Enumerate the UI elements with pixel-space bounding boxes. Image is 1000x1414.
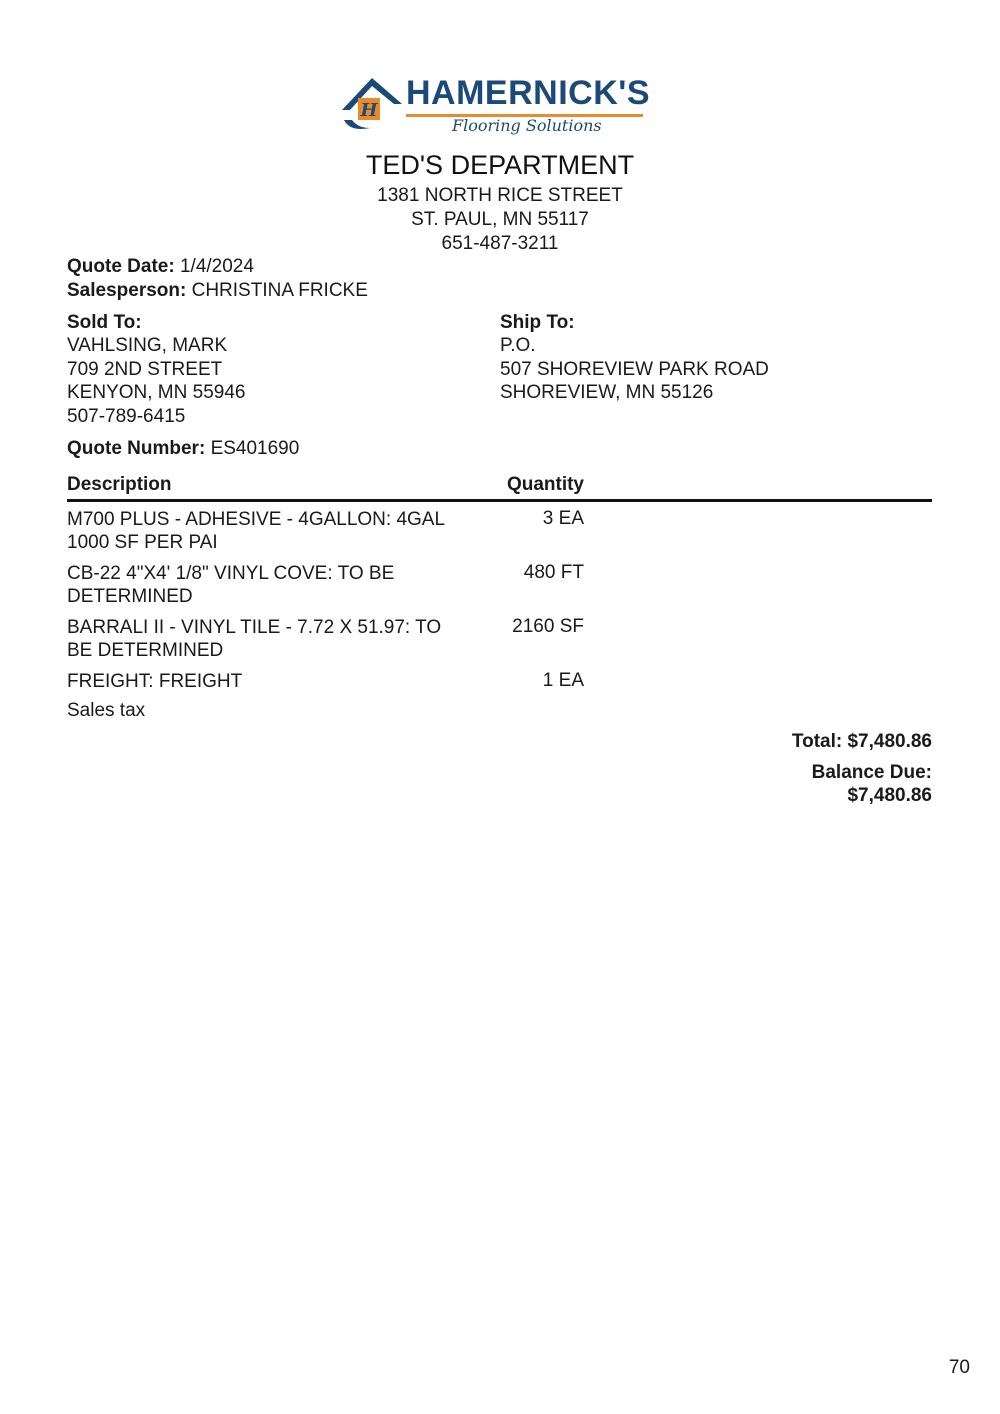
svg-text:H: H <box>360 100 378 121</box>
line-item-description: CB-22 4"X4' 1/8" VINYL COVE: TO BE DETERMINED <box>67 563 395 607</box>
quote-date <box>67 256 254 278</box>
line-item-description: M700 PLUS - ADHESIVE - 4GALLON: 4GAL 1000 SF PER PAI <box>67 509 445 553</box>
quote-number <box>67 438 299 460</box>
sold-to-line: VAHLSING, MARK <box>67 335 228 356</box>
table-header-rule <box>67 499 932 502</box>
sold-to-line: KENYON, MN 55946 <box>67 382 246 403</box>
company-logo <box>336 70 651 140</box>
line-item-quantity: 480 FT <box>523 562 584 583</box>
line-item-description: FREIGHT: FREIGHT <box>67 671 243 692</box>
salesperson <box>67 280 368 302</box>
salesperson-value: CHRISTINA FRICKE <box>191 280 368 301</box>
sales-tax-label: Sales tax <box>67 700 146 721</box>
ship-to-line: SHOREVIEW, MN 55126 <box>500 382 714 403</box>
quote-number-label: Quote Number: <box>67 438 206 459</box>
ship-to-line: 507 SHOREVIEW PARK ROAD <box>500 359 769 380</box>
line-item-description: BARRALI II - VINYL TILE - 7.72 X 51.97: TO BE DETERMINED <box>67 617 442 661</box>
quote-number-value: ES401690 <box>210 438 300 459</box>
description-header: Description <box>67 474 172 495</box>
quote-date-label: Quote Date: <box>67 256 175 277</box>
balance-due-label: Balance Due: <box>811 762 932 783</box>
logo-house-icon <box>336 70 408 134</box>
store-address-line1: 1381 NORTH RICE STREET <box>377 185 623 206</box>
quantity-header: Quantity <box>506 474 584 495</box>
logo-tagline: Flooring Solutions <box>452 116 602 135</box>
sold-to-label: Sold To: <box>67 312 142 333</box>
line-item-quantity: 2160 SF <box>512 616 584 637</box>
line-item-quantity: 3 EA <box>542 508 584 529</box>
sold-to-line: 709 2ND STREET <box>67 359 223 380</box>
sold-to-line: 507-789-6415 <box>67 406 186 427</box>
page-number: 70 <box>948 1357 970 1378</box>
store-name: TED'S DEPARTMENT <box>365 150 635 180</box>
store-address-line2: ST. PAUL, MN 55117 <box>411 209 589 230</box>
total-amount: Total: $7,480.86 <box>791 731 932 752</box>
store-phone: 651-487-3211 <box>441 233 559 254</box>
line-item-quantity: 1 EA <box>542 670 584 691</box>
ship-to-line: P.O. <box>500 335 536 356</box>
salesperson-label: Salesperson: <box>67 280 187 301</box>
logo-wordmark: HAMERNICK'S <box>406 74 651 112</box>
quote-date-value: 1/4/2024 <box>179 256 254 277</box>
ship-to-label: Ship To: <box>500 312 575 333</box>
balance-due-amount: $7,480.86 <box>847 785 932 806</box>
